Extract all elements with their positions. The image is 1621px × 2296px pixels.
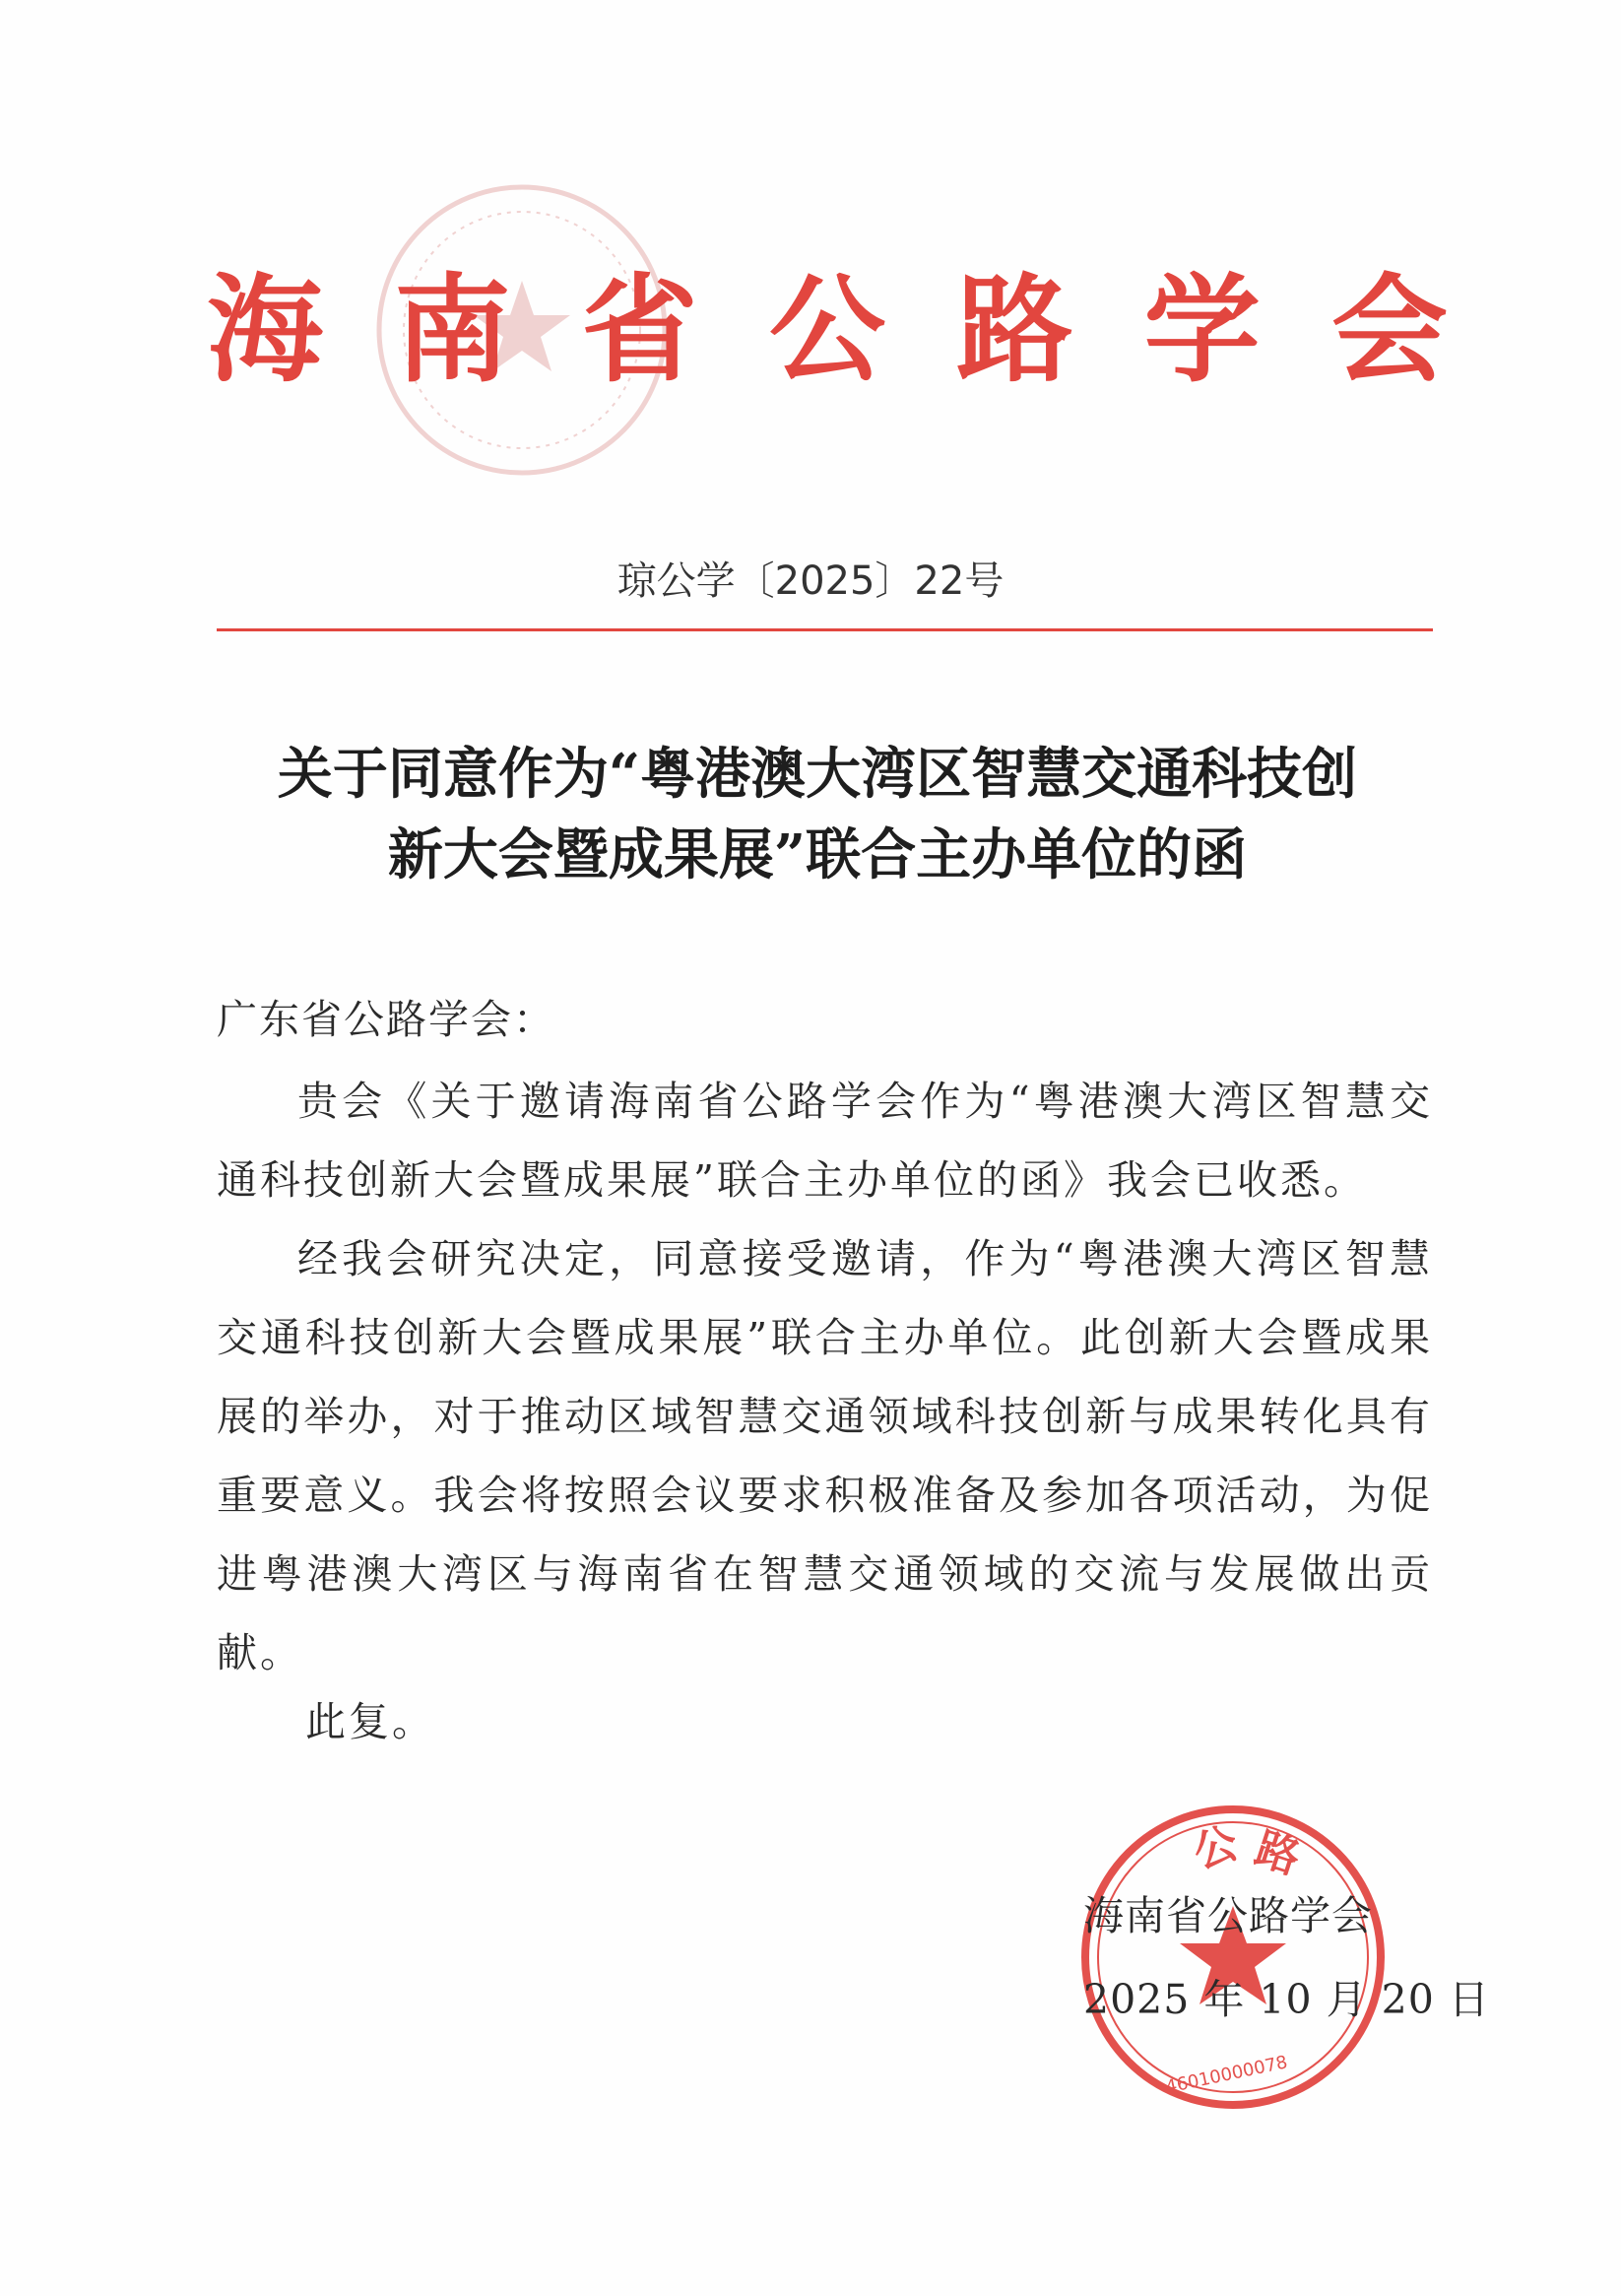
svg-text:公: 公 xyxy=(1187,1817,1245,1879)
org-header-char: 省 xyxy=(581,261,698,398)
document-number: 琼公学〔2025〕22号 xyxy=(616,558,1005,604)
signature-date: 2025 年 10 月 20 日 xyxy=(1083,1976,1490,2023)
header-divider xyxy=(217,628,1433,631)
closing-remark: 此复。 xyxy=(305,1698,435,1745)
org-header-char: 公 xyxy=(768,261,885,398)
org-header xyxy=(207,261,1448,398)
title-line-2: 新大会暨成果展”联合主办单位的函 xyxy=(387,822,1248,887)
body-paragraph-1: 贵会《关于邀请海南省公路学会作为“粤港澳大湾区智慧交通科技创新大会暨成果展”联合主办单位的函》我会已收悉。 xyxy=(217,1078,1433,1204)
org-header-char: 海 xyxy=(207,261,324,398)
body-paragraph-2: 经我会研究决定，同意接受邀请，作为“粤港澳大湾区智慧交通科技创新大会暨成果展”联合主办单位。此创新大会暨成果展的举办，对于推动区域智慧交通领域科技创新与成果转化具有重要意义。我会将按照会议要求积极准备及参加各项活动，为促进粤港澳大湾区与海南省在智慧交通领域的交流与发展做出贡献。 xyxy=(217,1235,1433,1676)
signature-organization: 海南省公路学会 xyxy=(1083,1892,1373,1939)
salutation: 广东省公路学会： xyxy=(217,996,555,1043)
document-title xyxy=(207,734,1428,895)
svg-text:路: 路 xyxy=(1249,1822,1307,1885)
org-header-char: 会 xyxy=(1330,261,1448,398)
org-header-char: 学 xyxy=(1143,261,1261,398)
org-header-char: 路 xyxy=(956,261,1073,398)
letter-body xyxy=(217,1062,1433,1692)
title-line-1: 关于同意作为“粤港澳大湾区智慧交通科技创 xyxy=(277,742,1358,807)
official-seal xyxy=(1073,1798,1394,2118)
org-header-char: 南 xyxy=(394,261,511,398)
svg-text:46010000078: 46010000078 xyxy=(1163,2052,1290,2098)
